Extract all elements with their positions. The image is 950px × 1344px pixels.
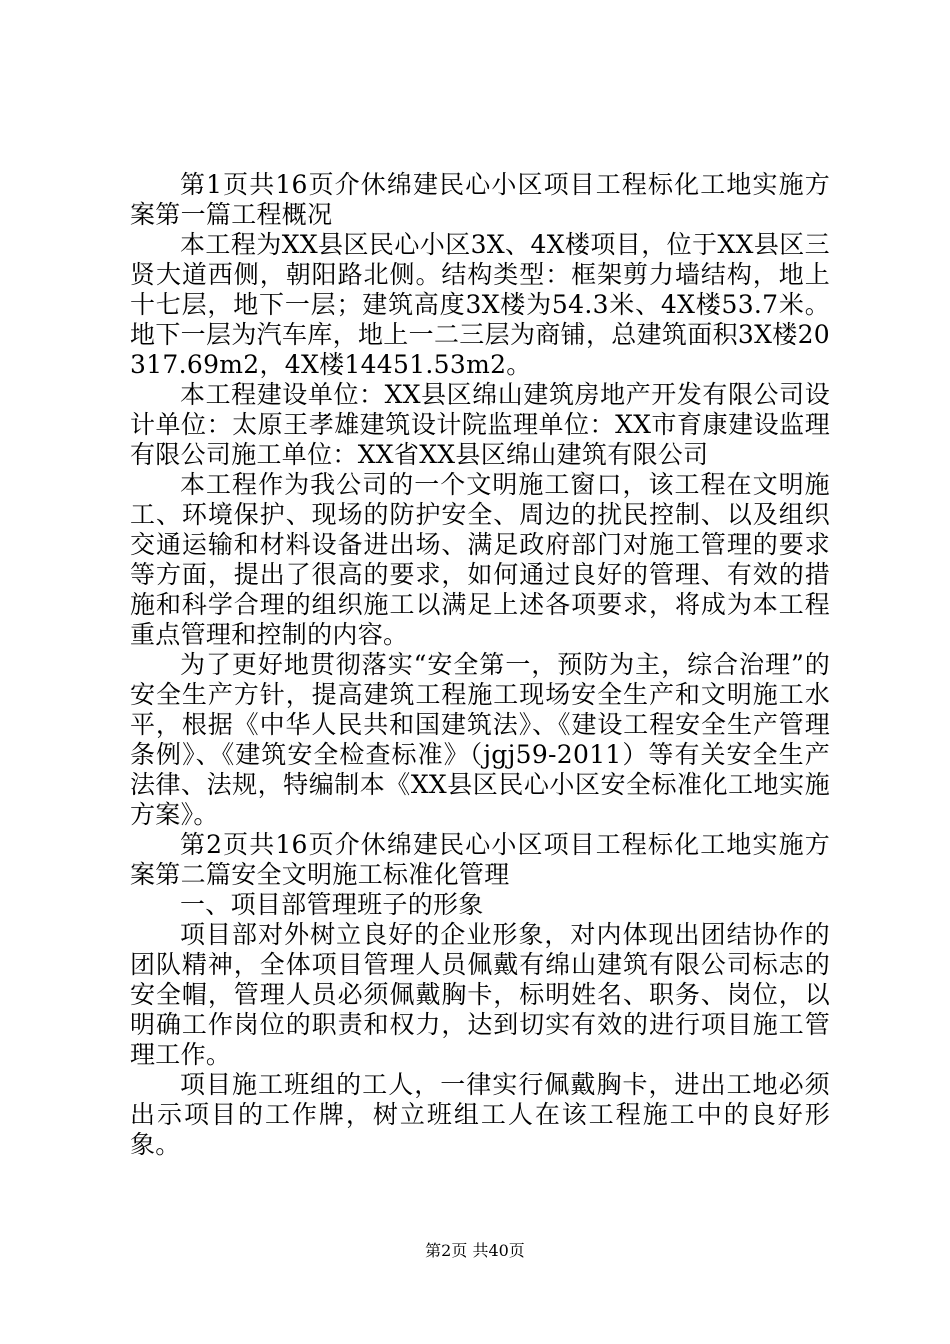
document-body bbox=[130, 170, 830, 1160]
paragraph-worker-badges: 项目施工班组的工人，一律实行佩戴胸卡，进出工地必须出示项目的工作牌，树立班组工人在该工程施工中的良好形象。 bbox=[130, 1070, 830, 1159]
paragraph-parties: 本工程建设单位：XX县区绵山建筑房地产开发有限公司设计单位：太原王孝雄建筑设计院监理单位：XX市育康建设监理有限公司施工单位：XX省XX县区绵山建筑有限公司 bbox=[130, 380, 830, 469]
subsection-heading-1: 一、项目部管理班子的形象 bbox=[180, 890, 484, 919]
section-heading-2: 第2页共16页介休绵建民心小区项目工程标化工地实施方案第二篇安全文明施工标准化管理 bbox=[130, 830, 830, 889]
paragraph-management-image: 项目部对外树立良好的企业形象，对内体现出团结协作的团队精神，全体项目管理人员佩戴有绵山建筑有限公司标志的安全帽，管理人员必须佩戴胸卡，标明姓名、职务、岗位，以明确工作岗位的职责和权力，达到切实有效的进行项目施工管理工作。 bbox=[130, 920, 830, 1069]
section-heading-1: 第1页共16页介休绵建民心小区项目工程标化工地实施方案第一篇工程概况 bbox=[130, 170, 830, 229]
page-footer: 第2页 共40页 bbox=[425, 1241, 525, 1260]
paragraph-project-overview: 本工程为XX县区民心小区3X、4X楼项目，位于XX县区三贤大道西侧，朝阳路北侧。结构类型：框架剪力墙结构，地上十七层，地下一层；建筑高度3X楼为54.3米、4X楼53.7米。地下一层为汽车库，地上一二三层为商铺，总建筑面积3X楼20317.69m2，4X楼14451.53m2。 bbox=[130, 230, 830, 379]
paragraph-civilized-construction: 本工程作为我公司的一个文明施工窗口，该工程在文明施工、环境保护、现场的防护安全、周边的扰民控制、以及组织交通运输和材料设备进出场、满足政府部门对施工管理的要求等方面，提出了很高的要求，如何通过良好的管理、有效的措施和科学合理的组织施工以满足上述各项要求，将成为本工程重点管理和控制的内容。 bbox=[130, 470, 830, 649]
paragraph-safety-policy: 为了更好地贯彻落实“安全第一，预防为主，综合治理”的安全生产方针，提高建筑工程施工现场安全生产和文明施工水平，根据《中华人民共和国建筑法》、《建设工程安全生产管理条例》、《建筑安全检查标准》（jgj59-2011）等有关安全生产法律、法规，特编制本《XX县区民心小区安全标准化工地实施方案》。 bbox=[130, 650, 830, 829]
